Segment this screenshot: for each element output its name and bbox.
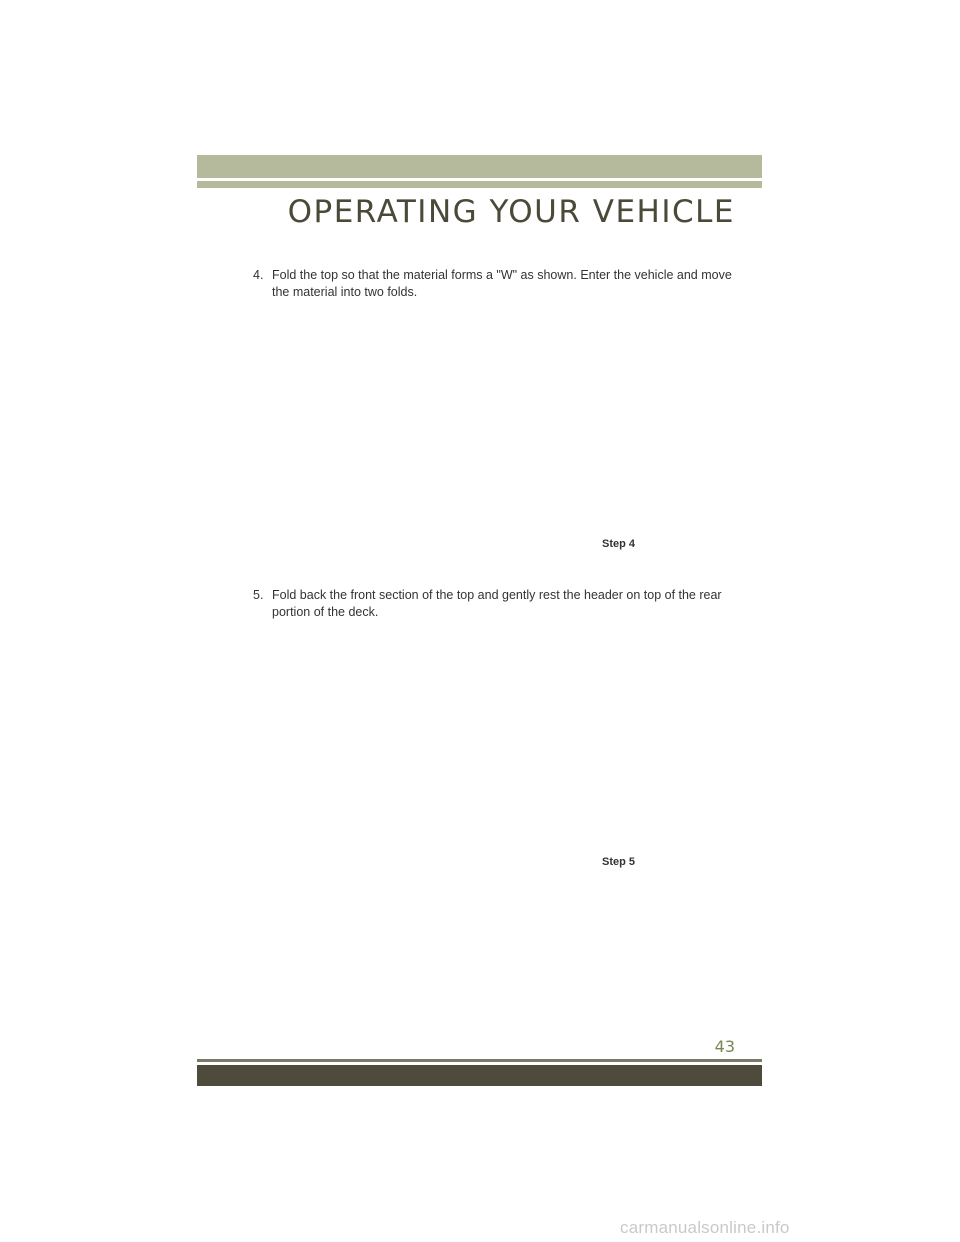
instruction-step-5: [253, 587, 753, 621]
footer-bar: [197, 1065, 762, 1086]
step-4-number: 4.: [253, 268, 264, 282]
step-5-number: 5.: [253, 588, 264, 602]
watermark: carmanualsonline.info: [620, 1218, 790, 1237]
step-4-illustration: [253, 320, 753, 530]
step-4-text-2: the material into two folds.: [272, 285, 418, 299]
step-4-text-1: Fold the top so that the material forms a "W" as shown. Enter the vehicle and move: [272, 268, 732, 282]
header-accent-bar: [197, 155, 762, 178]
step-5-illustration: [253, 635, 753, 845]
step-5-caption: Step 5: [602, 856, 636, 868]
section-title: OPERATING YOUR VEHICLE: [287, 194, 735, 230]
header-accent-rule: [197, 181, 762, 188]
step-5-text-1: Fold back the front section of the top and gently rest the header on top of the rear: [272, 588, 722, 602]
footer-rule: [197, 1059, 762, 1062]
step-5-line-1: [253, 587, 753, 604]
instruction-step-4: [253, 267, 753, 301]
step-4-caption: Step 4: [602, 538, 636, 550]
page-number: 43: [714, 1037, 735, 1056]
step-4-line-1: [253, 267, 753, 284]
step-5-text-2: portion of the deck.: [272, 605, 379, 619]
